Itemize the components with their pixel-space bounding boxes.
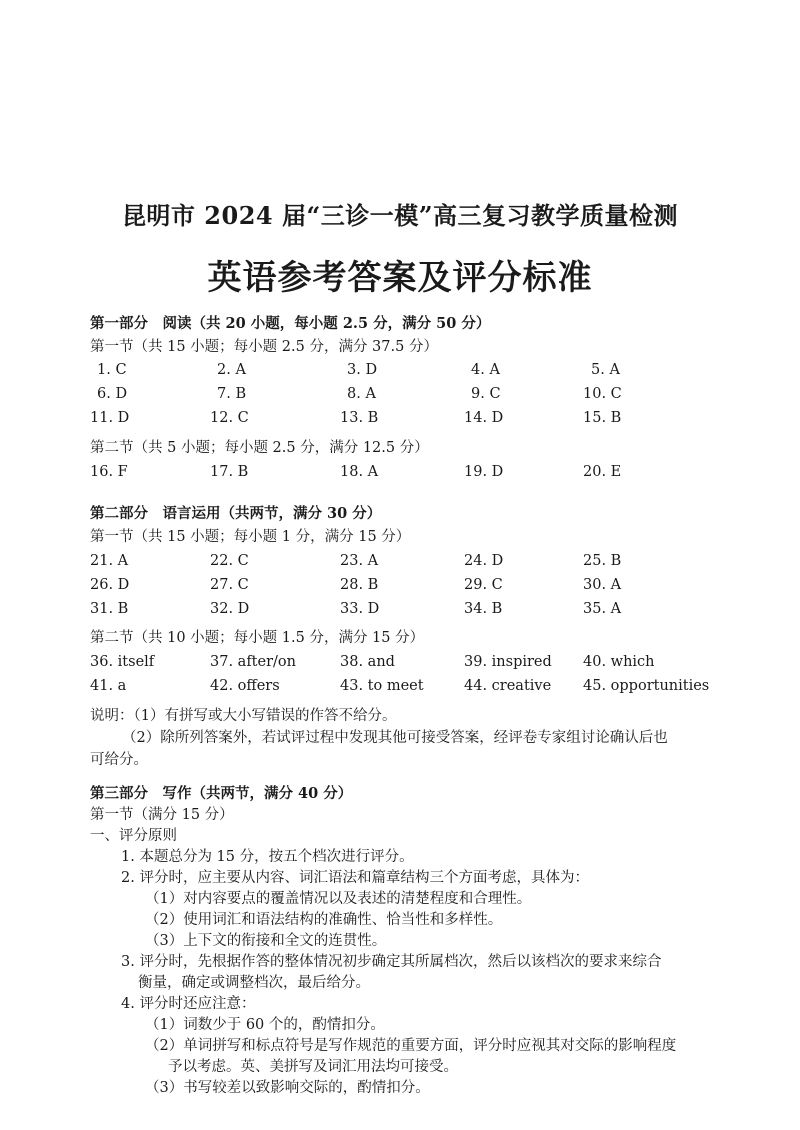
part1-section1-heading: 第一节（共 15 小题；每小题 2.5 分，满分 37.5 分）: [90, 339, 438, 355]
answer-cell: 1. C: [97, 362, 127, 378]
document-subtitle: 英语参考答案及评分标准: [207, 258, 593, 298]
answer-cell: 10. C: [583, 386, 622, 402]
answer-cell: 41. a: [90, 678, 127, 694]
principle-item-continued: 衡量，确定或调整档次，最后给分。: [138, 975, 370, 991]
part2-section2-heading: 第二节（共 10 小题；每小题 1.5 分，满分 15 分）: [90, 630, 425, 646]
answer-row: [0, 652, 800, 672]
answer-cell: 17. B: [210, 464, 249, 480]
answer-cell: 25. B: [583, 553, 622, 569]
principle-item: 2. 评分时，应主要从内容、词汇语法和篇章结构三个方面考虑，具体为：: [121, 870, 589, 886]
answer-cell: 36. itself: [90, 654, 155, 670]
answer-cell: 33. D: [340, 601, 380, 617]
answer-cell: 42. offers: [210, 678, 280, 694]
answer-row: [0, 599, 800, 619]
answer-row: [0, 676, 800, 696]
answer-cell: 24. D: [464, 553, 504, 569]
answer-cell: 39. inspired: [464, 654, 552, 670]
answer-cell: 15. B: [583, 410, 622, 426]
answer-cell: 26. D: [90, 577, 130, 593]
principle-subitem: （2）使用词汇和语法结构的准确性、恰当性和多样性。: [145, 912, 503, 928]
note-line: （2）除所列答案外，若试评过程中发现其他可接受答案，经评卷专家组讨论确认后也: [122, 730, 668, 746]
note-line: 说明：（1）有拼写或大小写错误的作答不给分。: [90, 708, 397, 724]
answer-row: [0, 384, 800, 404]
principle-item: 1. 本题总分为 15 分，按五个档次进行评分。: [121, 849, 414, 865]
answer-cell: 5. A: [591, 362, 620, 378]
answer-cell: 20. E: [583, 464, 622, 480]
answer-row: [0, 462, 800, 482]
answer-row: [0, 551, 800, 571]
answer-cell: 27. C: [210, 577, 249, 593]
part3-section1-heading: 第一节（满分 15 分）: [90, 807, 234, 823]
principle-subitem: （1）对内容要点的覆盖情况以及表述的清楚程度和合理性。: [145, 891, 532, 907]
note-line: 可给分。: [90, 752, 148, 768]
principle-item: 3. 评分时，先根据作答的整体情况初步确定其所属档次，然后以该档次的要求来综合: [121, 954, 662, 970]
answer-cell: 8. A: [347, 386, 376, 402]
part3-heading: 第三部分 写作（共两节，满分 40 分）: [90, 785, 353, 802]
answer-cell: 12. C: [210, 410, 249, 426]
scoring-principle-heading: 一、评分原则: [90, 828, 177, 844]
principle-subitem: （3）上下文的衔接和全文的连贯性。: [145, 933, 387, 949]
principle-subitem: （3）书写较差以致影响交际的，酌情扣分。: [145, 1080, 430, 1096]
part1-heading: 第一部分 阅读（共 20 小题，每小题 2.5 分，满分 50 分）: [90, 315, 491, 332]
part2-heading: 第二部分 语言运用（共两节，满分 30 分）: [90, 505, 382, 522]
answer-cell: 22. C: [210, 553, 249, 569]
answer-row: [0, 360, 800, 380]
part1-section2-heading: 第二节（共 5 小题；每小题 2.5 分，满分 12.5 分）: [90, 440, 429, 456]
answer-row: [0, 408, 800, 428]
answer-cell: 21. A: [90, 553, 129, 569]
principle-subitem: （2）单词拼写和标点符号是写作规范的重要方面，评分时应视其对交际的影响程度: [145, 1038, 677, 1054]
answer-cell: 34. B: [464, 601, 503, 617]
answer-cell: 4. A: [471, 362, 500, 378]
answer-cell: 45. opportunities: [583, 678, 710, 694]
answer-cell: 38. and: [340, 654, 395, 670]
answer-cell: 2. A: [217, 362, 246, 378]
answer-cell: 31. B: [90, 601, 129, 617]
answer-cell: 7. B: [217, 386, 247, 402]
principle-subitem-continued: 予以考虑。英、美拼写及词汇用法均可接受。: [168, 1059, 458, 1075]
answer-cell: 18. A: [340, 464, 379, 480]
answer-cell: 19. D: [464, 464, 504, 480]
answer-cell: 3. D: [347, 362, 378, 378]
principle-item: 4. 评分时还应注意：: [121, 996, 256, 1012]
answer-cell: 6. D: [97, 386, 128, 402]
answer-cell: 32. D: [210, 601, 250, 617]
answer-cell: 23. A: [340, 553, 379, 569]
part2-section1-heading: 第一节（共 15 小题；每小题 1 分，满分 15 分）: [90, 529, 411, 545]
principle-subitem: （1）词数少于 60 个的，酌情扣分。: [145, 1017, 385, 1033]
answer-cell: 29. C: [464, 577, 503, 593]
answer-cell: 9. C: [471, 386, 501, 402]
answer-cell: 37. after/on: [210, 654, 296, 670]
answer-row: [0, 575, 800, 595]
answer-cell: 30. A: [583, 577, 622, 593]
answer-cell: 16. F: [90, 464, 128, 480]
answer-cell: 13. B: [340, 410, 379, 426]
document-title: 昆明市 2024 届“三诊一模”高三复习教学质量检测: [121, 201, 679, 230]
answer-cell: 35. A: [583, 601, 622, 617]
answer-cell: 11. D: [90, 410, 130, 426]
answer-cell: 43. to meet: [340, 678, 424, 694]
answer-cell: 14. D: [464, 410, 504, 426]
answer-cell: 44. creative: [464, 678, 552, 694]
answer-cell: 40. which: [583, 654, 655, 670]
answer-cell: 28. B: [340, 577, 379, 593]
